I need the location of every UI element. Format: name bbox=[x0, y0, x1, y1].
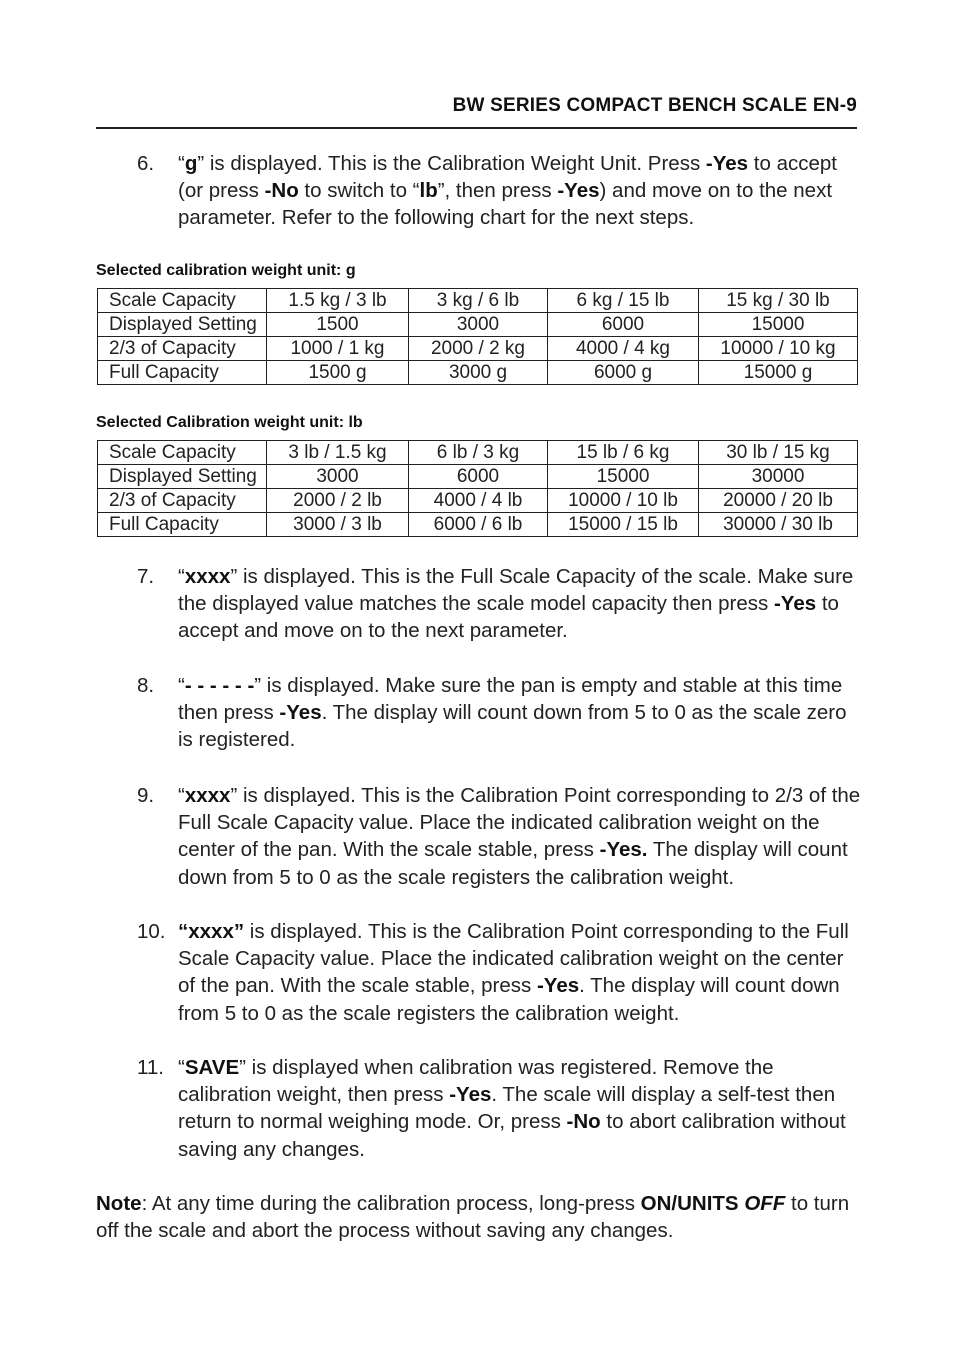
table-cell: 10000 / 10 lb bbox=[548, 489, 699, 513]
table-row bbox=[98, 465, 858, 489]
table-cell: 6 kg / 15 lb bbox=[548, 289, 699, 313]
table-cell: 15 kg / 30 lb bbox=[699, 289, 858, 313]
table-cell: 15000 g bbox=[699, 361, 858, 385]
table-cell: 30000 / 30 lb bbox=[699, 513, 858, 537]
row-label: Displayed Setting bbox=[98, 313, 267, 337]
table-cell: 2000 / 2 kg bbox=[409, 337, 548, 361]
header-rule bbox=[96, 127, 857, 129]
table-cell: 1500 g bbox=[267, 361, 409, 385]
step-text: “- - - - - -” is displayed. Make sure the pan is empty and stable at this time then press -Yes. The display will count down from 5 to 0 as the scale zero is registered. bbox=[178, 674, 847, 752]
row-label: Full Capacity bbox=[98, 513, 267, 537]
step-text: “xxxx” is displayed. This is the Calibration Point corresponding to the Full Scale Capacity value. Place the indicated calibration weight on the center of the pan. With the scale stable, press -Yes. The display will count down from 5 to 0 as the scale registers the calibration weight. bbox=[178, 920, 849, 1025]
step-11 bbox=[137, 1054, 862, 1163]
step-number: 10. bbox=[137, 920, 166, 943]
table-cell: 4000 / 4 kg bbox=[548, 337, 699, 361]
table-row bbox=[98, 361, 858, 385]
row-label: Scale Capacity bbox=[98, 441, 267, 465]
table-cell: 3000 / 3 lb bbox=[267, 513, 409, 537]
step-number: 11. bbox=[137, 1056, 164, 1079]
table-cell: 3000 bbox=[409, 313, 548, 337]
step-number: 6. bbox=[137, 152, 155, 175]
table-row bbox=[98, 513, 858, 537]
row-label: Displayed Setting bbox=[98, 465, 267, 489]
table-cell: 1500 bbox=[267, 313, 409, 337]
table-cell: 15 lb / 6 kg bbox=[548, 441, 699, 465]
calibration-table-g bbox=[97, 288, 858, 385]
table-cell: 6000 / 6 lb bbox=[409, 513, 548, 537]
table-cell: 30000 bbox=[699, 465, 858, 489]
note-label: Note bbox=[96, 1192, 142, 1215]
calibration-table-lb bbox=[97, 440, 858, 537]
step-number: 8. bbox=[137, 674, 155, 697]
table-cell: 6000 g bbox=[548, 361, 699, 385]
step-7 bbox=[137, 563, 862, 645]
table-row bbox=[98, 313, 858, 337]
note-paragraph: Note: At any time during the calibration process, long-press ON/UNITS OFF to turn off the scale and abort the process without saving any changes. bbox=[96, 1192, 850, 1243]
table-cell: 1000 / 1 kg bbox=[267, 337, 409, 361]
step-text: “xxxx” is displayed. This is the Full Scale Capacity of the scale. Make sure the displayed value matches the scale model capacity then press -Yes to accept and move on to the next parameter. bbox=[178, 565, 854, 643]
page-header: BW SERIES COMPACT BENCH SCALE EN-9 bbox=[452, 95, 857, 116]
table-cell: 15000 / 15 lb bbox=[548, 513, 699, 537]
table-row bbox=[98, 441, 858, 465]
row-label: 2/3 of Capacity bbox=[98, 337, 267, 361]
step-9 bbox=[137, 782, 862, 891]
table-cell: 1.5 kg / 3 lb bbox=[267, 289, 409, 313]
table-cell: 10000 / 10 kg bbox=[699, 337, 858, 361]
row-label: Full Capacity bbox=[98, 361, 267, 385]
table-cell: 30 lb / 15 kg bbox=[699, 441, 858, 465]
table-cell: 3 lb / 1.5 kg bbox=[267, 441, 409, 465]
table-row bbox=[98, 489, 858, 513]
table-caption-g: Selected calibration weight unit: g bbox=[96, 262, 356, 279]
table-cell: 3000 g bbox=[409, 361, 548, 385]
table-cell: 4000 / 4 lb bbox=[409, 489, 548, 513]
table-cell: 2000 / 2 lb bbox=[267, 489, 409, 513]
step-number: 7. bbox=[137, 565, 155, 588]
table-row bbox=[98, 337, 858, 361]
step-6 bbox=[137, 150, 862, 232]
step-text: “xxxx” is displayed. This is the Calibration Point corresponding to 2/3 of the Full Scale Capacity value. Place the indicated calibration weight on the center of the pan. With the scale stable, press -Yes. The display will count down from 5 to 0 as the scale registers the calibration weight. bbox=[178, 784, 861, 889]
step-text: “SAVE” is displayed when calibration was registered. Remove the calibration weight, then press -Yes. The scale will display a self-test then return to normal weighing mode. Or, press -No to abort calibration without saving any changes. bbox=[178, 1056, 846, 1161]
table-cell: 3 kg / 6 lb bbox=[409, 289, 548, 313]
table-cell: 6 lb / 3 kg bbox=[409, 441, 548, 465]
step-number: 9. bbox=[137, 784, 155, 807]
step-text: “g” is displayed. This is the Calibration Weight Unit. Press -Yes to accept (or press -No to switch to “lb”, then press -Yes) and move on to the next parameter. Refer to the following chart for the next steps. bbox=[178, 152, 837, 230]
row-label: Scale Capacity bbox=[98, 289, 267, 313]
table-cell: 6000 bbox=[548, 313, 699, 337]
table-cell: 20000 / 20 lb bbox=[699, 489, 858, 513]
row-label: 2/3 of Capacity bbox=[98, 489, 267, 513]
step-8 bbox=[137, 672, 862, 754]
table-caption-lb: Selected Calibration weight unit: lb bbox=[96, 414, 363, 431]
table-cell: 15000 bbox=[699, 313, 858, 337]
table-cell: 6000 bbox=[409, 465, 548, 489]
table-row bbox=[98, 289, 858, 313]
table-cell: 15000 bbox=[548, 465, 699, 489]
step-10 bbox=[137, 918, 862, 1027]
table-cell: 3000 bbox=[267, 465, 409, 489]
